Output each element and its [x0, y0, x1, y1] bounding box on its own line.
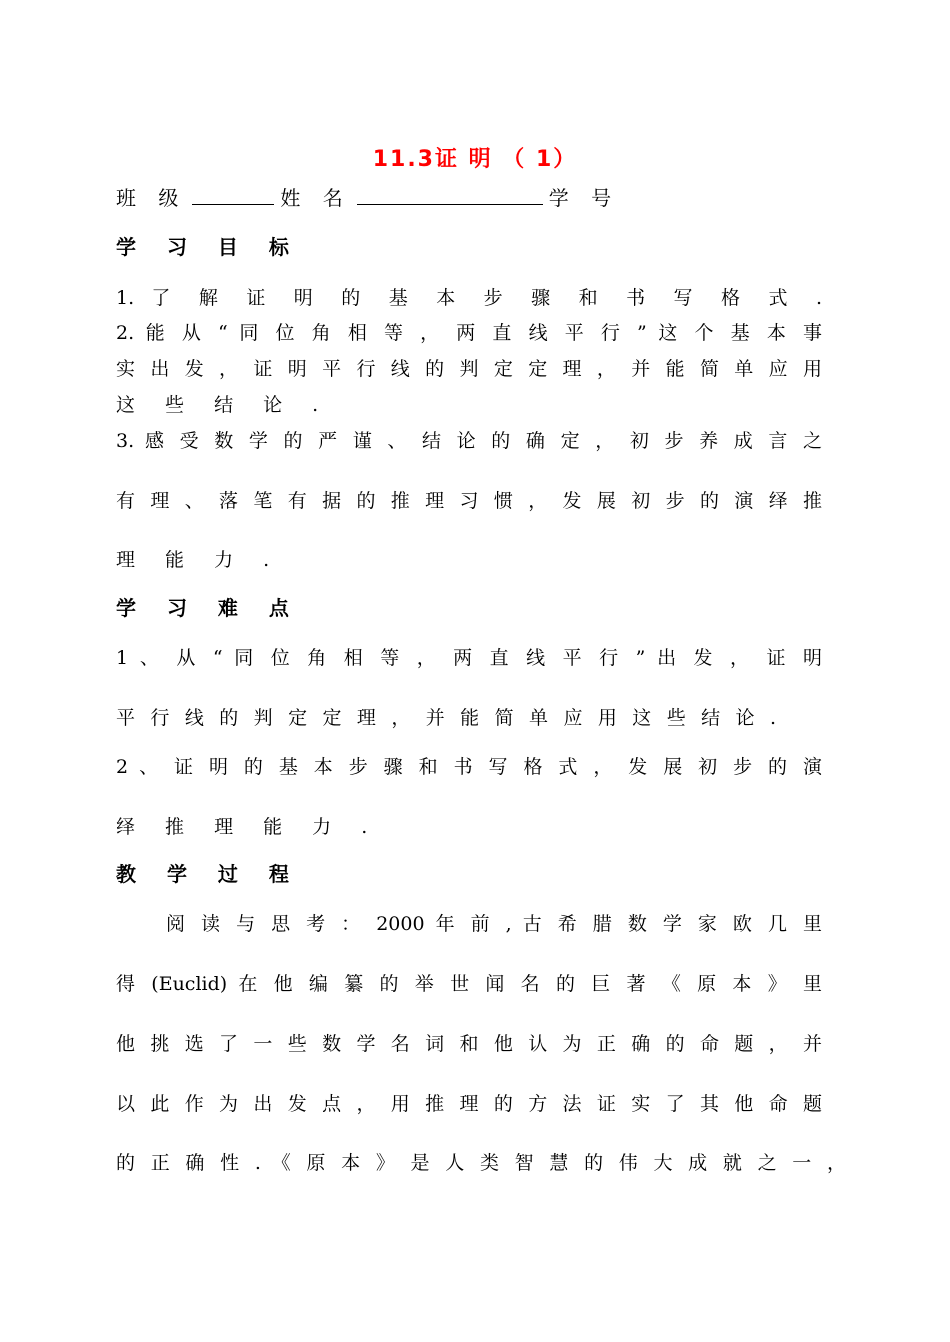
name-label: 姓 名 [280, 186, 351, 210]
student-info-row [116, 184, 619, 211]
goals-line: 实 出 发 ， 证 明 平 行 线 的 判 定 定 理 ， 并 能 简 单 应 用 [116, 358, 822, 380]
id-label: 学 号 [548, 186, 620, 210]
difficulty-line: 1 、 从 “ 同 位 角 相 等 ， 两 直 线 平 行 ” 出 发 ， 证 明 [116, 647, 822, 669]
class-blank[interactable] [192, 184, 274, 205]
class-label: 班 级 [116, 186, 187, 210]
goals-line: 这 些 结 论 . [116, 394, 331, 416]
difficulty-line: 绎 推 理 能 力 . [116, 816, 380, 838]
goals-line: 理 能 力 . [116, 549, 282, 571]
goals-line: 3. 感 受 数 学 的 严 谨 、 结 论 的 确 定 ， 初 步 养 成 言 之 [116, 430, 822, 452]
goals-line: 1. 了 解 证 明 的 基 本 步 骤 和 书 写 格 式 . [116, 287, 822, 309]
goals-heading: 学 习 目 标 [116, 235, 301, 259]
goals-line: 2. 能 从 “ 同 位 角 相 等 ， 两 直 线 平 行 ” 这 个 基 本 事 [116, 322, 822, 344]
process-line: 以 此 作 为 出 发 点 ， 用 推 理 的 方 法 证 实 了 其 他 命 题 [116, 1093, 822, 1115]
name-blank[interactable] [357, 184, 543, 205]
process-line: 阅 读 与 思 考 ： 2000 年 前 , 古 希 腊 数 学 家 欧 几 里 [166, 913, 822, 935]
page-title: 11.3证 明 （ 1） [372, 147, 578, 172]
difficulty-line: 2 、 证 明 的 基 本 步 骤 和 书 写 格 式 ， 发 展 初 步 的 演 [116, 756, 822, 778]
difficulty-line: 平 行 线 的 判 定 定 理 ， 并 能 简 单 应 用 这 些 结 论 . [116, 707, 776, 729]
difficulty-heading: 学 习 难 点 [116, 596, 301, 620]
process-line: 得 (Euclid) 在 他 编 纂 的 举 世 闻 名 的 巨 著 《 原 本 》 里 [116, 973, 822, 995]
goals-line: 有 理 、 落 笔 有 据 的 推 理 习 惯 ， 发 展 初 步 的 演 绎 推 [116, 490, 822, 512]
process-line: 的 正 确 性 . 《 原 本 》 是 人 类 智 慧 的 伟 大 成 就 之 一 ， [116, 1152, 846, 1174]
process-line: 他 挑 选 了 一 些 数 学 名 词 和 他 认 为 正 确 的 命 题 ， 并 [116, 1033, 822, 1055]
process-heading: 教 学 过 程 [116, 862, 301, 886]
